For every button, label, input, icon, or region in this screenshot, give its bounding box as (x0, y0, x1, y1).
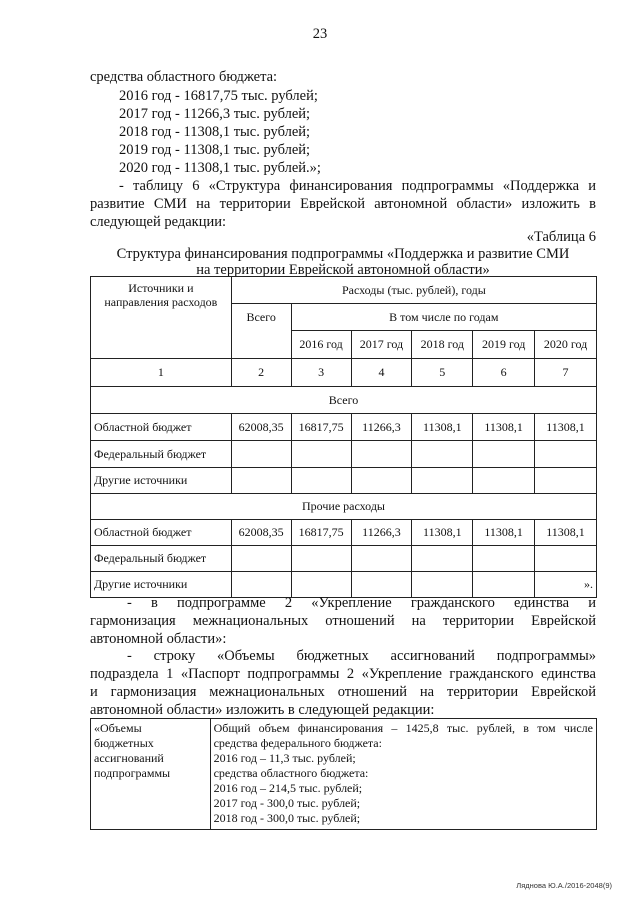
table-title: на территории Еврейской автономной области» (196, 262, 490, 278)
passport-left (91, 719, 211, 830)
cell (412, 546, 473, 572)
intro-line: 2019 год - 11308,1 тыс. рублей; (119, 142, 311, 158)
cell (473, 468, 535, 494)
cell (473, 572, 535, 598)
col-number: 7 (535, 359, 597, 387)
header-year: 2019 год (473, 331, 535, 359)
cell: 16817,75 (291, 520, 351, 546)
header-total: Всего (231, 304, 291, 359)
paragraph-line: автономной области»: (90, 631, 227, 647)
cell (291, 468, 351, 494)
header-year: 2017 год (351, 331, 412, 359)
passport-left-line: подпрограммы (94, 766, 171, 780)
row-label: Другие источники (91, 572, 232, 598)
row-label: Федеральный бюджет (91, 441, 232, 468)
cell: 11266,3 (351, 414, 412, 441)
header-sources-l2: направления расходов (104, 295, 218, 309)
intro-line: 2018 год - 11308,1 тыс. рублей; (119, 124, 311, 140)
cell: 16817,75 (291, 414, 351, 441)
financing-table (90, 276, 597, 598)
paragraph-line: автономной области» изложить в следующей редакции: (90, 702, 435, 718)
header-year: 2016 год (291, 331, 351, 359)
col-number: 1 (91, 359, 232, 387)
cell (291, 441, 351, 468)
cell: ». (535, 572, 597, 598)
page-number: 23 (312, 26, 328, 42)
header-expenses: Расходы (тыс. рублей), годы (231, 277, 596, 304)
intro-line: 2020 год - 11308,1 тыс. рублей.»; (119, 160, 321, 176)
cell (351, 441, 412, 468)
cell (231, 468, 291, 494)
col-number: 5 (412, 359, 473, 387)
cell: 11308,1 (473, 520, 535, 546)
cell (351, 572, 412, 598)
intro-line: 2016 год - 16817,75 тыс. рублей; (119, 88, 318, 104)
paragraph-line: развитие СМИ на территории Еврейской автономной области» изложить в (90, 196, 596, 212)
table-label: «Таблица 6 (526, 229, 596, 245)
paragraph-line: - строку «Объемы бюджетных ассигнований подпрограммы» (127, 648, 596, 664)
passport-right-line: 2016 год – 214,5 тыс. рублей; (213, 781, 363, 795)
cell (473, 546, 535, 572)
cell (412, 468, 473, 494)
col-number: 3 (291, 359, 351, 387)
cell: 11266,3 (351, 520, 412, 546)
cell: 62008,35 (231, 520, 291, 546)
cell (351, 468, 412, 494)
passport-table (90, 718, 597, 830)
cell: 62008,35 (231, 414, 291, 441)
section-other: Прочие расходы (91, 494, 597, 520)
passport-right-line: 2017 год - 300,0 тыс. рублей; (213, 796, 361, 810)
header-by-years: В том числе по годам (291, 304, 596, 331)
table-row (91, 520, 597, 546)
cell (231, 441, 291, 468)
cell: 11308,1 (473, 414, 535, 441)
cell (351, 546, 412, 572)
table-title: Структура финансирования подпрограммы «Поддержка и развитие СМИ (116, 246, 570, 262)
header-sources (91, 277, 232, 359)
header-sources-l1: Источники и (128, 281, 194, 295)
col-number: 6 (473, 359, 535, 387)
header-year: 2020 год (535, 331, 597, 359)
paragraph-line: гармонизация межнациональных отношений на территории Еврейской (90, 613, 596, 629)
col-number: 2 (231, 359, 291, 387)
row-label: Федеральный бюджет (91, 546, 232, 572)
cell: 11308,1 (535, 520, 597, 546)
paragraph-line: - таблицу 6 «Структура финансирования подпрограммы «Поддержка и (119, 178, 596, 194)
paragraph-line: подраздела 1 «Паспорт подпрограммы 2 «Укрепление гражданского единства (90, 666, 596, 682)
passport-right-line: Общий объем финансирования – 1425,8 тыс. рублей, в том числе (213, 721, 593, 735)
intro-line: 2017 год - 11266,3 тыс. рублей; (119, 106, 311, 122)
passport-left-line: «Объемы (94, 721, 142, 735)
cell (291, 572, 351, 598)
cell (231, 546, 291, 572)
cell (412, 441, 473, 468)
cell (231, 572, 291, 598)
table-row (91, 572, 597, 598)
cell (535, 468, 597, 494)
passport-right (210, 719, 596, 830)
paragraph-line: и гармонизация межнациональных отношений на территории Еврейской (90, 684, 596, 700)
intro-line: средства областного бюджета: (90, 69, 278, 85)
passport-right-line: средства федерального бюджета: (213, 736, 382, 750)
passport-right-line: средства областного бюджета: (213, 766, 369, 780)
header-year: 2018 год (412, 331, 473, 359)
table-row (91, 468, 597, 494)
cell: 11308,1 (412, 520, 473, 546)
cell: 11308,1 (412, 414, 473, 441)
cell: 11308,1 (535, 414, 597, 441)
cell (535, 546, 597, 572)
section-total: Всего (91, 387, 597, 414)
passport-right-line: 2018 год - 300,0 тыс. рублей; (213, 811, 361, 825)
passport-left-line: ассигнований (94, 751, 164, 765)
passport-right-line: 2016 год – 11,3 тыс. рублей; (213, 751, 356, 765)
paragraph-line: следующей редакции: (90, 214, 227, 230)
paragraph-line: - в подпрограмме 2 «Укрепление гражданского единства и (127, 595, 596, 611)
footer-reference: Ляднова Ю.А./2016-2048(9) (516, 881, 612, 890)
cell (291, 546, 351, 572)
table-row (91, 414, 597, 441)
table-row (91, 546, 597, 572)
table-row (91, 441, 597, 468)
cell (412, 572, 473, 598)
row-label: Областной бюджет (91, 414, 232, 441)
cell (535, 441, 597, 468)
col-number: 4 (351, 359, 412, 387)
passport-left-line: бюджетных (94, 736, 154, 750)
row-label: Другие источники (91, 468, 232, 494)
cell (473, 441, 535, 468)
row-label: Областной бюджет (91, 520, 232, 546)
